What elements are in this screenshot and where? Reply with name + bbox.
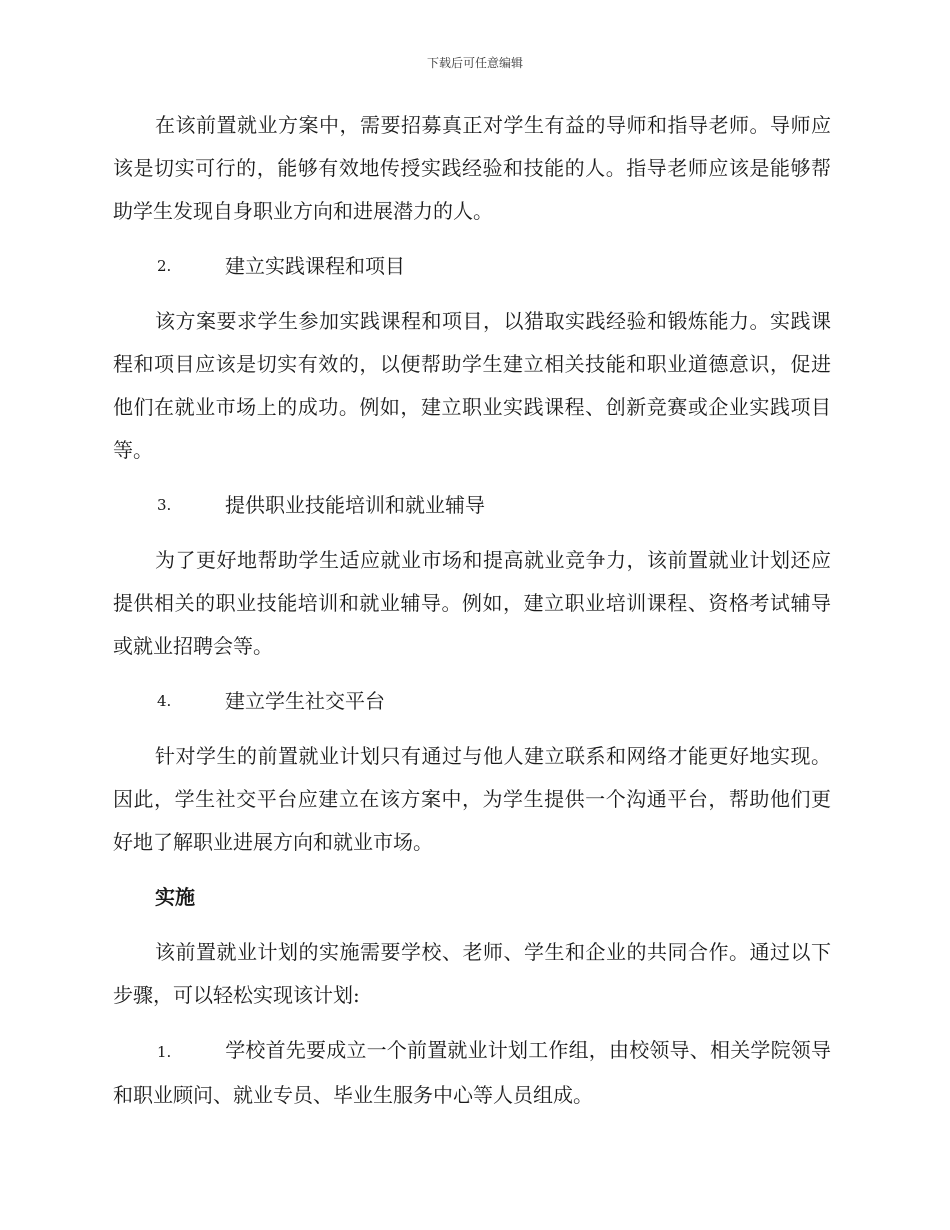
list-item-text: 学校首先要成立一个前置就业计划工作组，由校领导、相关学院领导和职业顾问、就业专员、毕业生服务中心等人员组成。 (113, 1038, 831, 1107)
paragraph-mentors: 在该前置就业方案中，需要招募真正对学生有益的导师和指导老师。导师应该是切实可行的，能够有效地传授实践经验和技能的人。指导老师应该是能够帮助学生发现自身职业方向和进展潜力的人。 (113, 113, 831, 223)
paragraph-implementation: 该前置就业计划的实施需要学校、老师、学生和企业的共同合作。通过以下步骤，可以轻松实现该计划: (113, 940, 831, 1007)
paragraph-social-platform: 针对学生的前置就业计划只有通过与他人建立联系和网络才能更好地实现。因此，学生社交平台应建立在该方案中，为学生提供一个沟通平台，帮助他们更好地了解职业进展方向和就业市场。 (113, 744, 831, 854)
list-item-title: 提供职业技能培训和就业辅导 (225, 493, 485, 517)
list-item-title: 建立实践课程和项目 (225, 254, 405, 278)
list-number: 3. (157, 496, 172, 514)
list-item-4 (113, 680, 831, 723)
paragraph-skills-training: 为了更好地帮助学生适应就业市场和提高就业竞争力，该前置就业计划还应提供相关的职业技能培训和就业辅导。例如，建立职业培训课程、资格考试辅导或就业招聘会等。 (113, 548, 831, 658)
list-number: 2. (157, 257, 172, 275)
list-number: 1. (157, 1043, 172, 1061)
paragraph-practice-courses: 该方案要求学生参加实践课程和项目，以猎取实践经验和锻炼能力。实践课程和项目应该是切实有效的，以便帮助学生建立相关技能和职业道德意识，促进他们在就业市场上的成功。例如，建立职业实践课程、创新竞赛或企业实践项目等。 (113, 309, 831, 462)
list-item-step-1 (113, 1029, 831, 1117)
document-body (113, 104, 831, 1129)
list-item-title: 建立学生社交平台 (225, 689, 385, 713)
list-item-3 (113, 484, 831, 527)
list-number: 4. (157, 692, 172, 710)
section-heading: 实施 (155, 885, 195, 909)
list-item-2 (113, 245, 831, 288)
page-header: 下载后可任意编辑 (426, 56, 523, 70)
